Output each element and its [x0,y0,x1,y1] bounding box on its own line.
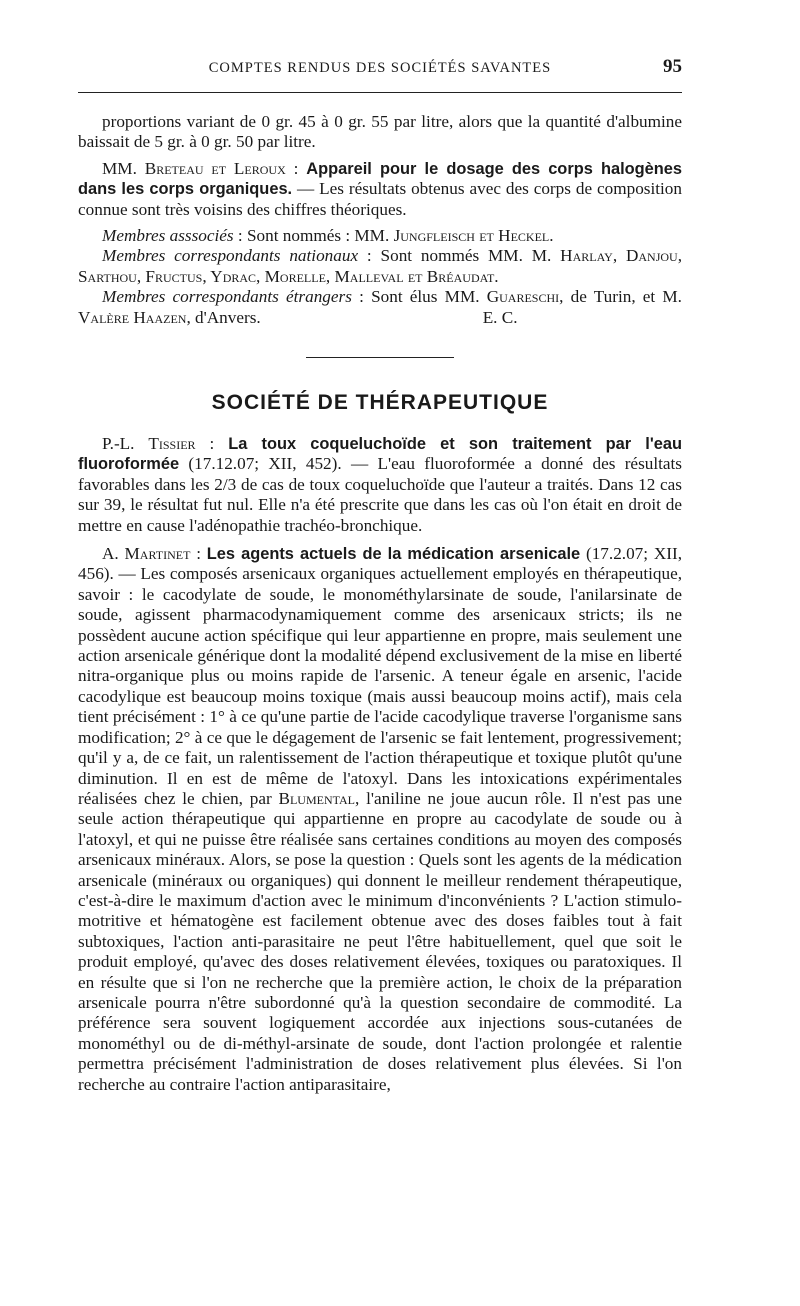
page-number: 95 [663,56,682,77]
author-name: Tissier [148,434,196,453]
member-names: Jungfleisch et Heckel. [393,226,554,246]
membership-text: , de Turin, et M. [559,287,682,307]
member-name: Valère Haazen [78,307,187,327]
header-rule [78,92,682,93]
paragraph-breteau-leroux [78,159,682,220]
paragraph-membres-nationaux [78,246,682,287]
cited-author: Blumental [278,788,355,808]
article-title: Appareil pour le dosage des corps halogènes dans les corps organiques. [78,159,683,199]
membership-text: : Sont nommés MM. M. [358,246,561,266]
running-title: COMPTES RENDUS DES SOCIÉTÉS SAVANTES [208,60,552,76]
article-title: Les agents actuels de la médication arsenicale [206,545,581,564]
article-text: (17.12.07; XII, 452). — L'eau fluoroformée a donné des résultats favorables dans les 2/3 de cas de toux coqueluchoïde que l'auteur a traités. Dans 12 cas sur 39, le résultat fut nul. Elle n'a été prescrite que dans les cas où l'on était en droit de mettre en cause l'adénopathie trachéo-bronchique. [78,454,682,535]
intro-section [78,112,682,328]
running-head [78,58,682,84]
article-text: — Les résultats obtenus avec des corps de composition connue sont très voisins des chiffres théoriques. [78,179,682,219]
section-divider [306,357,454,358]
colon-text: : [195,434,229,453]
paragraph-membres-etrangers [78,287,682,328]
author-initials: P.-L. [102,434,149,453]
section-title: SOCIÉTÉ DE THÉRAPEUTIQUE [211,391,549,414]
author-names: Breteau et Leroux [144,158,286,178]
article-title: La toux coqueluchoïde et son traitement par l'eau fluoroformée [78,435,682,474]
article-text: (17.2.07; XII, 456). — Les composés arsenicaux organiques actuellement employés en thérapeutique, savoir : le cacodylate de soude, le monométhylarsinate de soude, l'anilarsinate de soude, agissent pharmacodynamiquement comme des arsenicaux stricts; ils ne possèdent aucune action spécifique qui leur appartienne en propre, mais seulement une action arsenicale générique dont la modalité dépend exclusivement de la mise en liberté nitra-organique plus ou moins rapide de l'arsenic. A teneur égale en arsenic, l'acide cacodylique est beaucoup moins toxique (mais aussi beaucoup moins actif), mais cela tient précisément : 1° à ce qu'une partie de l'acide cacodylique traverse l'organisme sans modification; 2° à ce que le dégagement de l'arsenic se fait lentement, progressivement; qu'il y a, de ce fait, un ralentissement de l'action thérapeutique et toxique plutôt qu'une diminution. Il en est de même de l'atoxyl. Dans les intoxications expérimentales réalisées chez le chien, par [78,544,682,808]
membership-label: Membres asssociés [102,226,234,246]
article-tissier [78,434,682,536]
author-name: Martinet [124,544,191,564]
member-name: Guareschi [486,287,560,307]
colon-text: : [190,544,207,564]
membership-label: Membres correspondants nationaux [102,246,359,266]
author-initials: A. [102,544,125,564]
paragraph-membres-associes [78,226,682,246]
colon-text: : [285,158,307,178]
membership-text: , d'Anvers. [186,307,261,327]
articles-section [78,434,682,1095]
membership-label: Membres correspondants étrangers [102,287,352,307]
signature-initials: E. C. [482,307,518,327]
paragraph-albumine: proportions variant de 0 gr. 45 à 0 gr. 55 par litre, alors que la quantité d'albumine baissait de 5 gr. à 0 gr. 50 par litre. [78,112,682,152]
mm-prefix: MM. [102,158,137,178]
membership-text: : Sont élus MM. [351,287,487,307]
membership-text: : Sont nommés : MM. [233,226,394,246]
article-martinet [78,544,682,1095]
article-text-continued: , l'aniline ne joue aucun rôle. Il n'est pas une seule action thérapeutique qui appartienne en propre au cacodylate de soude ou à l'atoxyl, et qui ne puisse être réalisée sans certaines conditions au moyen des composés arsenicaux minéraux. Alors, se pose la question : Quels sont les agents de la médication arsenicale (minéraux ou organiques) qui donnent le meilleur rendement thérapeutique, c'est-à-dire le maximum d'action avec le minimum d'inconvénients ? L'action stimulo-motritive et hématogène est facilement obtenue avec des doses faibles tout à fait subtoxiques, l'action anti-parasitaire ne peut l'être habituellement, quel que soit le produit employé, qu'avec des doses relativement élevées, toxiques ou paratoxiques. Il en résulte que si l'on ne recherche que la première action, le choix de la préparation arsenicale pourra n'être subordonné qu'à la question secondaire de commodité. La préférence sera souvent logiquement accordée aux injections sous-cutanées de monométhyl ou de di-méthyl-arsinate de soude, dont l'action prolongée et ralentie permettra précisément l'administration de doses relativement plus élevées. Si l'on recherche au contraire l'action antiparasitaire, [78,788,682,1094]
member-names: Harlay, Danjou, Sarthou, Fructus, Ydrac, Morelle, Malleval et Bréaudat. [78,246,683,286]
